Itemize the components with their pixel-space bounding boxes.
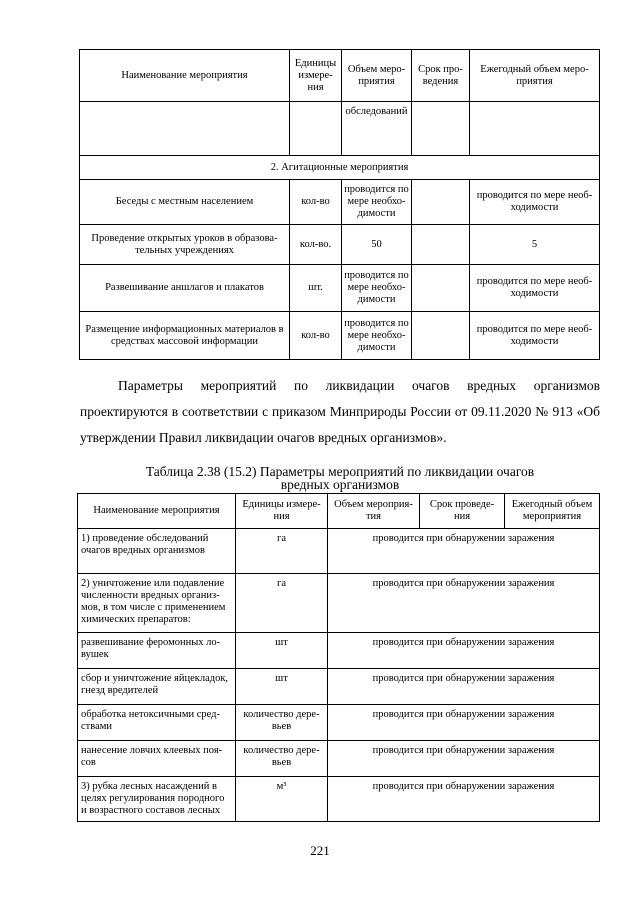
table-cell	[412, 102, 470, 156]
col-header: Наименование мероприятия	[80, 50, 290, 102]
col-header: Наименование мероприятия	[78, 494, 236, 529]
col-header: Ежегодный объем меро-приятия	[470, 50, 600, 102]
col-header: Единицы измере-ния	[236, 494, 328, 529]
table-cell: сбор и уничтожение яйцекладок, гнезд вредителей	[78, 669, 236, 705]
table-cell: проводится по мере необ-ходимости	[470, 312, 600, 360]
col-header: Объем меро-приятия	[342, 50, 412, 102]
table-cell: проводится по мере необ-ходимости	[470, 265, 600, 312]
table-caption-continued: вредных организмов	[280, 477, 400, 492]
table-row	[80, 180, 600, 225]
table-cell: га	[236, 574, 328, 633]
table-cell	[412, 225, 470, 265]
table-cell: Размещение информационных материалов в средствах массовой информации	[80, 312, 290, 360]
table-cell: развешивание феромонных ло-вушек	[78, 633, 236, 669]
table-row	[78, 633, 600, 669]
table-cell	[412, 180, 470, 225]
table-cell: 2) уничтожение или подавление численности вредных организ-мов, в том числе с применением химических препаратов:	[78, 574, 236, 633]
body-paragraph: Параметры мероприятий по ликвидации очагов вредных организмов проектируются в соответствии с приказом Минприроды России от 09.11.2020 № 913 «Об утверждении Правил ликвидации очагов вредных организмов».	[80, 378, 600, 445]
table-caption: Таблица 2.38 (15.2) Параметры мероприятий по ликвидации очагов	[145, 464, 535, 479]
table-cell: 5	[470, 225, 600, 265]
table-row	[80, 312, 600, 360]
table-cell: Проведение открытых уроков в образова-тельных учреждениях	[80, 225, 290, 265]
table-row	[78, 574, 600, 633]
table-cell: проводится по мере необхо-димости	[342, 265, 412, 312]
table-row	[78, 777, 600, 822]
table-cell: обследований	[342, 102, 412, 156]
merged-cell: проводится при обнаружении заражения	[328, 777, 600, 822]
table-cell	[412, 312, 470, 360]
merged-cell: проводится при обнаружении заражения	[328, 741, 600, 777]
table-cell: шт	[236, 669, 328, 705]
col-header: Срок проведе-ния	[420, 494, 505, 529]
table-cell: проводится по мере необ-ходимости	[470, 180, 600, 225]
merged-cell: проводится при обнаружении заражения	[328, 705, 600, 741]
measures-table-continued	[79, 49, 600, 360]
col-header: Объем мероприя-тия	[328, 494, 420, 529]
table-cell: проводится по мере необхо-димости	[342, 180, 412, 225]
table-cell: количество дере-вьев	[236, 741, 328, 777]
pest-elimination-table	[77, 493, 600, 822]
table-cell: нанесение ловчих клеевых поя-сов	[78, 741, 236, 777]
table-cell: обработка нетоксичными сред-ствами	[78, 705, 236, 741]
page-number: 221	[310, 843, 330, 858]
table-row	[78, 705, 600, 741]
table-cell: м³	[236, 777, 328, 822]
table-cell: 50	[342, 225, 412, 265]
table-cell: 3) рубка лесных насаждений в целях регулирования породного и возрастного составов лесных	[78, 777, 236, 822]
col-header: Срок про-ведения	[412, 50, 470, 102]
table-cell: кол-во	[290, 312, 342, 360]
table-row	[78, 741, 600, 777]
table-row	[78, 669, 600, 705]
table-cell	[470, 102, 600, 156]
table-cell: проводится по мере необхо-димости	[342, 312, 412, 360]
table-cell: шт	[236, 633, 328, 669]
table-row	[80, 225, 600, 265]
merged-cell: проводится при обнаружении заражения	[328, 574, 600, 633]
table-cell	[290, 102, 342, 156]
table-cell: кол-во	[290, 180, 342, 225]
table-row	[80, 265, 600, 312]
table-cell	[412, 265, 470, 312]
col-header: Единицы измере-ния	[290, 50, 342, 102]
col-header: Ежегодный объем мероприятия	[505, 494, 600, 529]
table-cell: 1) проведение обследований очагов вредных организмов	[78, 529, 236, 574]
table-cell: Развешивание аншлагов и плакатов	[80, 265, 290, 312]
table-cell	[80, 102, 290, 156]
table-cell: кол-во.	[290, 225, 342, 265]
merged-cell: проводится при обнаружении заражения	[328, 529, 600, 574]
table-row	[78, 529, 600, 574]
table-cell: количество дере-вьев	[236, 705, 328, 741]
merged-cell: проводится при обнаружении заражения	[328, 633, 600, 669]
table-cell: шт.	[290, 265, 342, 312]
section-title: 2. Агитационные мероприятия	[80, 156, 600, 180]
merged-cell: проводится при обнаружении заражения	[328, 669, 600, 705]
table-cell: га	[236, 529, 328, 574]
table-cell: Беседы с местным населением	[80, 180, 290, 225]
